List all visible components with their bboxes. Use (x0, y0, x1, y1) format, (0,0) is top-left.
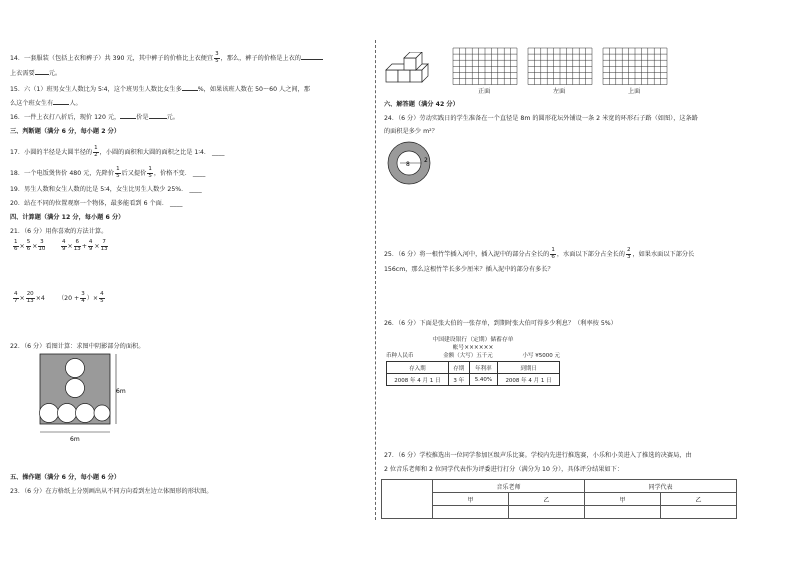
question-24-cont: 的面积是多少 m²？ (384, 128, 438, 135)
score-group-row (382, 480, 737, 493)
label-left: 左面 (553, 88, 566, 95)
answer-blank[interactable] (182, 90, 198, 91)
circle-bottom-2 (58, 404, 77, 423)
answer-blank[interactable] (35, 74, 49, 75)
column-divider (375, 40, 376, 520)
section-6-heading: 六、解答题（满分 42 分） (384, 101, 459, 108)
fraction: $\frac{3}{5}$ (215, 51, 219, 64)
deposit-header-row: 存入期 存期 年利率 到期日 (387, 362, 560, 374)
deposit-account: 帐号×××××× (452, 345, 494, 351)
answer-blank[interactable] (149, 118, 167, 119)
circle-top (66, 359, 85, 378)
deposit-slip (386, 336, 560, 386)
score-table (381, 479, 737, 519)
question-25-cont: 156cm，那么这根竹竿长多少厘米？插入泥中的部分有多长？ (384, 266, 554, 273)
expression-3: $\frac{4}{7}$ × $\frac{20}{13}$ ×4 (14, 291, 45, 304)
question-14-cont: 上衣需要 元。 (10, 70, 62, 77)
question-20: 20．站在不同的位置观察一个物体，最多能看到 6 个面． ____ (10, 200, 183, 207)
circle-bottom-1 (40, 404, 59, 423)
group-music-teachers: 音乐老师 (433, 480, 585, 493)
section-5-heading: 五、操作题（满分 6 分，每小题 6 分） (10, 474, 121, 481)
score-col-row: 甲 乙 甲 乙 (382, 493, 737, 506)
score-empty-row (382, 506, 737, 519)
circle-middle (66, 379, 85, 398)
cube-stack-figure (384, 52, 438, 86)
circle-bottom-3 (76, 404, 95, 423)
question-21: 21．（6 分）用你喜欢的方法计算。 (10, 228, 108, 235)
answer-blank[interactable]: ____ (170, 200, 183, 207)
deposit-value-row: 2008 年 4 月 1 日 3 年 5.40% 2008 年 4 月 1 日 (387, 374, 560, 386)
question-17: 17．小圆的半径是大圆半径的 $\frac{1}{2}$ ，小圆的面积和大圆的面积之比是 1∶4． ____ (10, 145, 225, 158)
shaded-area-figure (38, 352, 128, 444)
question-15: 15．六（1）班男女生人数比为 5∶4，这个班男生人数比女生多 %，如果该班人数在 50～60 人之间，那 (10, 86, 310, 93)
expression-4: （20 + $\frac{3}{4}$ ）× $\frac{4}{5}$ (58, 291, 104, 304)
question-26: 26．（6 分）下面是张大伯的一张存单，到期时张大伯可得多少利息？（利率按 5%） (384, 320, 617, 327)
height-label: 6m (116, 388, 126, 395)
answer-blank[interactable]: ____ (212, 149, 225, 156)
deposit-title: 中国建设银行（定期）储蓄存单 (432, 337, 514, 343)
ring-path-figure (386, 140, 432, 186)
group-student-reps: 同学代表 (584, 480, 736, 493)
answer-blank[interactable]: ____ (192, 170, 206, 177)
question-18: 18．一个电饭煲售价 480 元，先降价 $\frac{1}{5}$ 后又提价 $\frac{1}{5}$ ，价格不变． ____ (10, 166, 206, 179)
width-label: 6m (70, 436, 80, 443)
question-23: 23．（6 分）在方格纸上分别画出从不同方向看到左边立体图形的形状图。 (10, 488, 213, 495)
deposit-table (386, 361, 560, 386)
question-14: 14．一套服装（包括上衣和裤子）共 390 元，其中裤子的价格比上衣便宜 $\frac{3}{5}$ ，那么，裤子的价格是上衣的 (10, 52, 323, 64)
answer-blank[interactable] (301, 59, 323, 60)
circle-bottom-4 (94, 405, 110, 421)
question-24: 24．（6 分）劳动实践日的学生准备在一个直径是 8m 的圆形花坛外铺设一条 2 米宽的环形石子路（如图），这条路 (384, 115, 698, 122)
grid-front[interactable] (452, 47, 518, 85)
section-4-heading: 四、计算题（满分 12 分，每小题 6 分） (10, 214, 125, 221)
grid-left[interactable] (527, 47, 593, 85)
expression-1: $\frac{1}{6}$ × $\frac{5}{6}$ × $\frac{3}{10}$ (14, 239, 46, 252)
question-16: 16．一件上衣打八折后，现价 120 元， 价是 元。 (10, 114, 179, 121)
deposit-amount-row: 币种人民币 金额（大写）五千元 小写 ¥5000 元 (386, 353, 560, 359)
answer-blank[interactable] (53, 104, 69, 105)
section-3-heading: 三、判断题（满分 6 分，每小题 2 分） (10, 128, 121, 135)
answer-blank[interactable]: ____ (189, 186, 202, 193)
question-22: 22．（6 分）看图计算：求图中阴影部分的面积。 (10, 343, 145, 350)
grid-top[interactable] (602, 47, 668, 85)
width-label: 2 (424, 157, 428, 164)
label-front: 正面 (478, 88, 491, 95)
question-15-cont: 么这个班女生有 人。 (10, 100, 82, 107)
inner-label: 8 (406, 161, 410, 168)
question-27-cont: 2 位音乐老师和 2 位同学代表作为评委进行打分（满分为 10 分），具体评分结果如下： (384, 466, 624, 473)
expression-2: $\frac{4}{9}$ × $\frac{6}{13}$ + $\frac{4}{9}$ × $\frac{7}{13}$ (62, 239, 108, 252)
label-top: 上面 (628, 88, 641, 95)
question-25: 25．（6 分）将一根竹竿插入河中，插入泥中的部分占全长的 $\frac{1}{6}$ ，水面以下部分占全长的 $\frac{2}{3}$ ，如果水面以下部分长 (384, 247, 695, 260)
question-27: 27．（6 分）学校推选出一位同学参加区级声乐比赛。学校内先进行推选赛，小乐和小美进入了推选的决赛局，由 (384, 452, 692, 459)
answer-blank[interactable] (120, 118, 136, 119)
question-19: 19．男生人数和女生人数的比是 5∶4，女生比男生人数少 25%． ____ (10, 186, 202, 193)
